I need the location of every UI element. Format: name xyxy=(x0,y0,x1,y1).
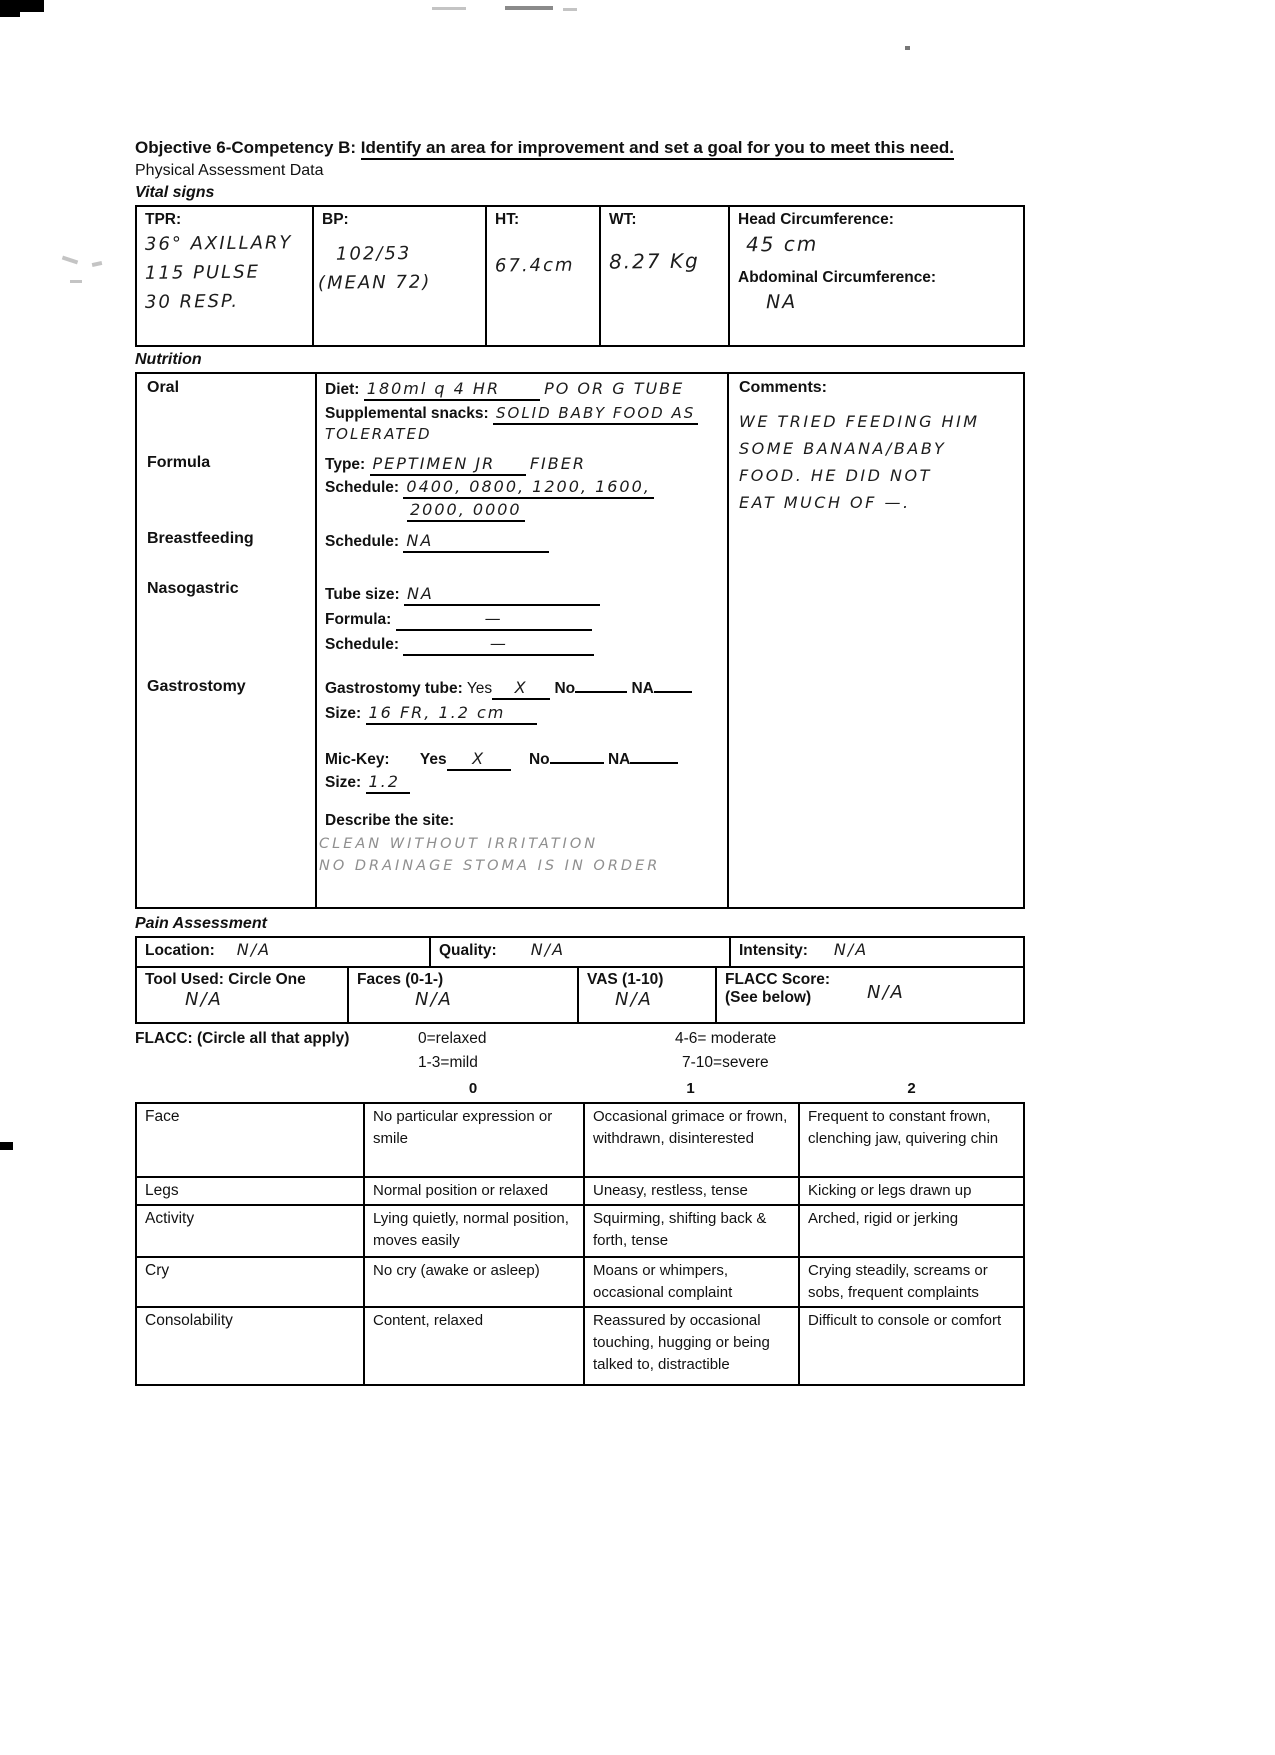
flacc-header-1: 1 xyxy=(686,1080,695,1097)
mickey-yes-label: Yes xyxy=(419,751,447,768)
category-nasogastric: Nasogastric xyxy=(147,580,239,597)
vital-signs-table xyxy=(135,205,1025,347)
site-description-line xyxy=(319,857,721,875)
flacc-header-0: 0 xyxy=(468,1080,478,1097)
abdominal-circumference-label: Abdominal Circumference: xyxy=(738,269,937,286)
category-oral: Oral xyxy=(147,379,180,396)
scan-artifact-smudge xyxy=(70,280,82,283)
tpr-value-line: 36° AXILLARY xyxy=(144,232,293,255)
flacc-cell: No particular expression or smile xyxy=(365,1104,585,1176)
title-bold-part: Objective 6-Competency B: xyxy=(135,138,357,157)
mickey-size-field xyxy=(325,773,721,794)
pain-quality-label: Quality: xyxy=(439,942,497,959)
snacks-label: Supplemental snacks: xyxy=(325,405,489,422)
flacc-cell: Arched, rigid or jerking xyxy=(808,1210,959,1227)
head-circumference-value: 45 cm xyxy=(745,231,819,257)
site-value-line: CLEAN WITHOUT IRRITATION xyxy=(319,836,599,852)
mickey-no-blank xyxy=(550,762,604,764)
pain-quality-value: N/A xyxy=(530,940,566,959)
flacc-row-face xyxy=(137,1104,1023,1176)
category-gastrostomy: Gastrostomy xyxy=(147,678,246,695)
pain-faces-cell xyxy=(349,968,579,1022)
ng-tube-size-label: Tube size: xyxy=(325,586,400,603)
bp-value-line: 102/53 xyxy=(335,242,412,265)
formula-schedule-blank xyxy=(403,478,653,499)
flacc-cell: Crying steadily, screams or sobs, frequent complaints xyxy=(808,1262,988,1301)
scan-artifact-smudge xyxy=(62,256,78,265)
scan-artifact-dash xyxy=(505,6,553,10)
breastfeeding-schedule-blank xyxy=(403,532,549,553)
gastrostomy-size-field xyxy=(325,704,721,725)
mickey-yes-mark: X xyxy=(472,749,486,768)
mickey-field xyxy=(325,750,721,771)
breastfeeding-schedule-value: NA xyxy=(406,531,434,550)
pain-intensity-value: N/A xyxy=(833,940,869,959)
pain-tool-label: Tool Used: Circle One xyxy=(145,971,306,988)
pain-vas-value: N/A xyxy=(615,989,653,1010)
vital-tpr-cell xyxy=(137,207,314,345)
ng-formula-label: Formula: xyxy=(325,611,392,628)
pain-location-label: Location: xyxy=(145,942,215,959)
breastfeeding-schedule-label: Schedule: xyxy=(325,533,400,550)
formula-type-value: PEPTIMEN JR xyxy=(372,454,496,473)
mickey-size-label: Size: xyxy=(325,774,362,791)
formula-schedule-label: Schedule: xyxy=(325,479,400,496)
flacc-legend-title: FLACC: (Circle all that apply) xyxy=(135,1030,350,1047)
flacc-header-2: 2 xyxy=(907,1080,916,1097)
flacc-cell: Lying quietly, normal position, moves easily xyxy=(365,1206,585,1256)
formula-schedule-field-line2 xyxy=(407,501,721,522)
tpr-value-line: 30 RESP. xyxy=(144,290,240,313)
section-heading-nutrition: Nutrition xyxy=(135,351,202,368)
mickey-size-blank xyxy=(366,773,410,794)
section-heading-pain: Pain Assessment xyxy=(135,915,267,932)
flacc-column-headers xyxy=(135,1080,1025,1102)
gastrostomy-tube-field xyxy=(325,679,721,700)
tpr-label: TPR: xyxy=(145,211,182,228)
diet-blank xyxy=(364,380,540,401)
bp-value-line: (MEAN 72) xyxy=(317,271,432,294)
mickey-na-blank xyxy=(630,762,678,764)
gastrostomy-na-blank xyxy=(654,691,692,693)
wt-value: 8.27 Kg xyxy=(608,248,700,274)
comments-line: EAT MUCH OF —. xyxy=(739,493,911,512)
gastrostomy-na-label: NA xyxy=(631,680,654,697)
flacc-cell: Reassured by occasional touching, hugging or being talked to, distractible xyxy=(585,1308,800,1384)
form-title xyxy=(135,138,1025,158)
formula-schedule-value2: 2000, 0000 xyxy=(410,500,522,519)
diet-field xyxy=(325,379,721,401)
pain-faces-label: Faces (0-1-) xyxy=(357,971,444,988)
pain-vas-label: VAS (1-10) xyxy=(587,971,664,988)
formula-type-blank xyxy=(370,455,526,476)
flacc-header-spacer xyxy=(135,1080,363,1102)
pain-faces-value: N/A xyxy=(415,989,453,1010)
nutrition-comments-column xyxy=(729,374,1023,907)
vital-circumference-cell xyxy=(730,207,1023,345)
site-value-line: NO DRAINAGE STOMA IS IN ORDER xyxy=(319,858,661,874)
flacc-row-label: Cry xyxy=(137,1258,365,1306)
pain-tool-value: N/A xyxy=(185,989,223,1010)
pain-intensity-label: Intensity: xyxy=(739,942,808,959)
ng-schedule-field xyxy=(325,635,721,656)
flacc-cell: Moans or whimpers, occasional complaint xyxy=(585,1258,800,1306)
scan-artifact-corner xyxy=(0,0,44,12)
pain-tool-row xyxy=(135,968,1025,1024)
site-label: Describe the site: xyxy=(325,812,455,829)
flacc-cell: Difficult to console or comfort xyxy=(808,1312,1002,1329)
mickey-yes-blank xyxy=(447,750,511,771)
formula-type-field xyxy=(325,454,721,476)
flacc-legend-mild: 1-3=mild xyxy=(418,1054,478,1071)
ng-schedule-label: Schedule: xyxy=(325,636,400,653)
mickey-size-value: 1.2 xyxy=(368,772,400,791)
gastrostomy-tube-label: Gastrostomy tube: xyxy=(325,680,463,697)
snacks-field-line2 xyxy=(325,425,721,444)
comments-line: WE TRIED FEEDING HIM xyxy=(739,412,980,431)
formula-schedule-field xyxy=(325,478,721,499)
gastrostomy-yes-blank xyxy=(492,679,550,700)
scan-artifact-edge xyxy=(0,1142,13,1150)
pain-location-cell xyxy=(137,938,431,966)
snacks-value2: TOLERATED xyxy=(325,425,432,443)
category-formula: Formula xyxy=(147,454,211,471)
pain-vas-cell xyxy=(579,968,717,1022)
scanned-form-page xyxy=(135,138,1025,1386)
tpr-value-line: 115 PULSE xyxy=(144,261,261,284)
scan-artifact-dash xyxy=(432,7,466,10)
gastrostomy-yes-mark: X xyxy=(514,678,528,697)
scan-artifact-smudge xyxy=(92,261,103,267)
ng-tube-size-field xyxy=(325,585,721,606)
wt-label: WT: xyxy=(609,211,637,228)
section-heading-vital-signs: Vital signs xyxy=(135,184,215,201)
pain-quality-cell xyxy=(431,938,731,966)
gastrostomy-no-label: No xyxy=(554,680,576,697)
ng-tube-size-blank xyxy=(404,585,600,606)
formula-type-label: Type: xyxy=(325,456,366,473)
flacc-cell: Content, relaxed xyxy=(365,1308,585,1384)
flacc-cell: No cry (awake or asleep) xyxy=(365,1258,585,1306)
flacc-row-label: Consolability xyxy=(137,1308,365,1384)
flacc-cell: Kicking or legs drawn up xyxy=(808,1182,972,1199)
abdominal-circumference-value: NA xyxy=(765,290,798,314)
breastfeeding-schedule-field xyxy=(325,532,721,553)
pain-flacc-label: FLACC Score: xyxy=(725,971,831,988)
comments-line: FOOD. HE DID NOT xyxy=(739,466,932,485)
formula-schedule-value: 0400, 0800, 1200, 1600, xyxy=(406,477,651,496)
mickey-no-label: No xyxy=(528,751,550,768)
flacc-row-legs xyxy=(137,1176,1023,1204)
mickey-label: Mic-Key: xyxy=(325,751,390,768)
gastrostomy-size-label: Size: xyxy=(325,705,362,722)
ng-schedule-blank xyxy=(403,635,594,656)
comments-text xyxy=(739,408,980,516)
pain-flacc-score-cell xyxy=(717,968,1023,1022)
pain-intensity-cell xyxy=(731,938,1023,966)
scan-artifact-dash xyxy=(563,8,577,11)
site-description-line xyxy=(319,835,721,853)
ng-schedule-value: — xyxy=(489,634,508,653)
flacc-row-label: Activity xyxy=(137,1206,365,1256)
gastrostomy-size-blank xyxy=(366,704,537,725)
head-circumference-label: Head Circumference: xyxy=(738,211,894,228)
bp-label: BP: xyxy=(322,211,349,228)
flacc-cell: Occasional grimace or frown, withdrawn, disinterested xyxy=(585,1104,800,1176)
pain-location-value: N/A xyxy=(236,940,272,959)
vital-bp-cell xyxy=(314,207,487,345)
flacc-legend-severe: 7-10=severe xyxy=(682,1054,769,1071)
form-subtitle: Physical Assessment Data xyxy=(135,162,324,179)
gastrostomy-no-blank xyxy=(575,691,627,693)
flacc-row-label: Legs xyxy=(137,1178,365,1204)
gastrostomy-yes-label: Yes xyxy=(466,680,493,697)
flacc-row-consolability xyxy=(137,1306,1023,1384)
flacc-cell: Uneasy, restless, tense xyxy=(585,1178,800,1204)
flacc-legend-relaxed: 0=relaxed xyxy=(418,1030,487,1047)
ng-formula-field xyxy=(325,610,721,631)
flacc-cell: Frequent to constant frown, clenching jaw, quivering chin xyxy=(808,1108,999,1147)
nutrition-fields-column xyxy=(317,374,729,907)
gastrostomy-size-value: 16 FR, 1.2 cm xyxy=(368,703,506,722)
nutrition-table xyxy=(135,372,1025,909)
diet-extra-value: PO OR G TUBE xyxy=(544,379,685,398)
pain-flacc-value: N/A xyxy=(867,982,905,1003)
ht-value: 67.4cm xyxy=(494,254,575,277)
snacks-field xyxy=(325,404,721,425)
vital-ht-cell xyxy=(487,207,601,345)
flacc-row-cry xyxy=(137,1256,1023,1306)
formula-type-extra: FIBER xyxy=(529,454,586,473)
flacc-row-label: Face xyxy=(137,1104,365,1176)
scan-artifact-corner2 xyxy=(0,12,20,17)
pain-tool-cell xyxy=(137,968,349,1022)
comments-label: Comments: xyxy=(739,379,828,396)
diet-value: 180ml q 4 HR xyxy=(366,379,501,398)
pain-flacc-label2: (See below) xyxy=(725,989,812,1006)
flacc-cell: Normal position or relaxed xyxy=(365,1178,585,1204)
formula-schedule-blank2 xyxy=(407,501,525,522)
title-underlined-part: Identify an area for improvement and set a goal for you to meet this need. xyxy=(361,138,954,160)
comments-line: SOME BANANA/BABY xyxy=(739,439,947,458)
pain-location-row xyxy=(135,936,1025,968)
ng-formula-blank xyxy=(396,610,592,631)
scan-artifact-dot xyxy=(905,46,910,50)
category-breastfeeding: Breastfeeding xyxy=(147,530,254,547)
ng-tube-size-value: NA xyxy=(406,584,434,603)
ng-formula-value: — xyxy=(484,609,503,628)
flacc-cell: Squirming, shifting back & forth, tense xyxy=(585,1206,800,1256)
flacc-table xyxy=(135,1102,1025,1386)
site-label-line xyxy=(325,812,721,830)
snacks-value: SOLID BABY FOOD AS xyxy=(495,404,696,422)
vital-wt-cell xyxy=(601,207,730,345)
ht-label: HT: xyxy=(495,211,520,228)
mickey-na-label: NA xyxy=(607,751,631,768)
flacc-legend xyxy=(135,1028,1025,1080)
flacc-row-activity xyxy=(137,1204,1023,1256)
nutrition-category-column xyxy=(137,374,317,907)
diet-label: Diet: xyxy=(325,381,360,398)
flacc-legend-moderate: 4-6= moderate xyxy=(675,1030,777,1047)
snacks-blank xyxy=(493,404,698,425)
